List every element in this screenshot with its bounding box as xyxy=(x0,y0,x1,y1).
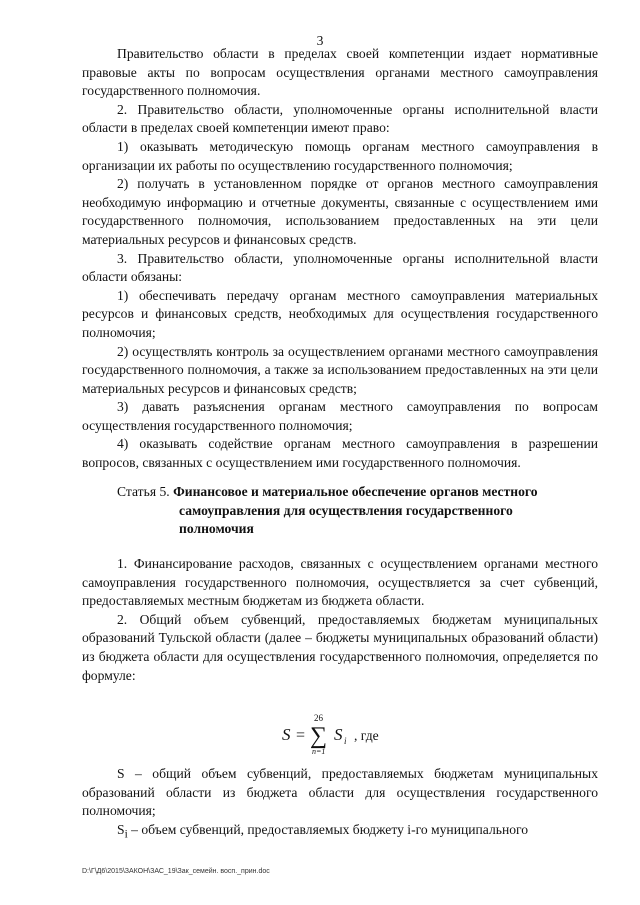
article-label: Статья 5. xyxy=(117,484,170,499)
paragraph: 3. Правительство области, уполномоченные органы исполнительной власти области обязаны: xyxy=(82,250,598,285)
paragraph: 1. Финансирование расходов, связанных с осуществлением органами местного самоуправления государственного полномочия, осуществляется за счет субвенций, предоставляемых местным бюджетам из бюджета области. xyxy=(82,556,598,609)
variable-subscript: i xyxy=(124,828,128,841)
sum-formula xyxy=(276,712,416,756)
footer-file-path: D:\Г\Д6\2015\ЗАКОН\ЗАС_19\Зак_семейн. восп._прин.doc xyxy=(82,868,270,875)
top-text-block xyxy=(82,45,598,473)
article-heading xyxy=(117,483,597,539)
paragraph: 2. Общий объем субвенций, предоставляемых бюджетам муниципальных образований Тульской области (далее – бюджеты муниципальных образований области) из бюджета области для осуществления государственного полномочия, определяется по формуле: xyxy=(82,611,598,683)
paragraph: S – общий объем субвенций, предоставляемых бюджетам муниципальных образований области из бюджета области для осуществления государственного полномочия; xyxy=(82,766,598,819)
paragraph xyxy=(82,821,598,844)
article-title-line: полномочия xyxy=(179,521,254,537)
paragraph-text: – объем субвенций, предоставляемых бюджету i-го муниципального xyxy=(127,821,529,837)
formula-term: S xyxy=(334,725,343,744)
formula-term-subscript: i xyxy=(344,736,347,746)
article-title-line: самоуправления для осуществления государственного xyxy=(179,502,513,518)
formula-upper-limit: 26 xyxy=(314,713,323,723)
formula-lower-limit: n=1 xyxy=(312,747,326,756)
formula-suffix: , где xyxy=(354,728,379,743)
paragraph: 1) обеспечивать передачу органам местного самоуправления материальных ресурсов и финансовых средств, необходимых для осуществления государственного полномочия; xyxy=(82,287,598,340)
paragraph: 4) оказывать содействие органам местного самоуправления в разрешении вопросов, связанных с осуществлением ими государственного полномочия. xyxy=(82,436,598,471)
paragraph: 2. Правительство области, уполномоченные органы исполнительной власти области в пределах своей компетенции имеют право: xyxy=(82,101,598,136)
paragraph: 2) осуществлять контроль за осуществлением органами местного самоуправления государственного полномочия, а также за использованием предоставленных на эти цели материальных ресурсов и финансовых средств; xyxy=(82,343,598,396)
middle-text-block xyxy=(82,555,598,685)
formula-lhs: S xyxy=(282,725,291,744)
paragraph: 2) получать в установленном порядке от органов местного самоуправления необходимую информацию и отчетные документы, связанные с осуществлением ими государственного полномочия, использованием предоставленных на эти цели материальных ресурсов и финансовых средств. xyxy=(82,176,598,247)
bottom-text-block xyxy=(82,765,598,844)
page-number: 3 xyxy=(316,33,324,48)
paragraph: 1) оказывать методическую помощь органам местного самоуправления в организации их работы по осуществлению государственного полномочия; xyxy=(82,138,598,173)
paragraph: 3) давать разъяснения органам местного самоуправления по вопросам осуществления государственного полномочия; xyxy=(82,399,598,433)
variable: S xyxy=(117,821,125,837)
formula-equals: = xyxy=(296,727,306,744)
sigma-symbol: ∑ xyxy=(310,723,328,749)
article-title-line: Финансовое и материальное обеспечение органов местного xyxy=(173,484,538,499)
paragraph: Правительство области в пределах своей компетенции издает нормативные правовые акты по вопросам осуществления органами местного самоуправления государственного полномочия. xyxy=(82,46,598,99)
